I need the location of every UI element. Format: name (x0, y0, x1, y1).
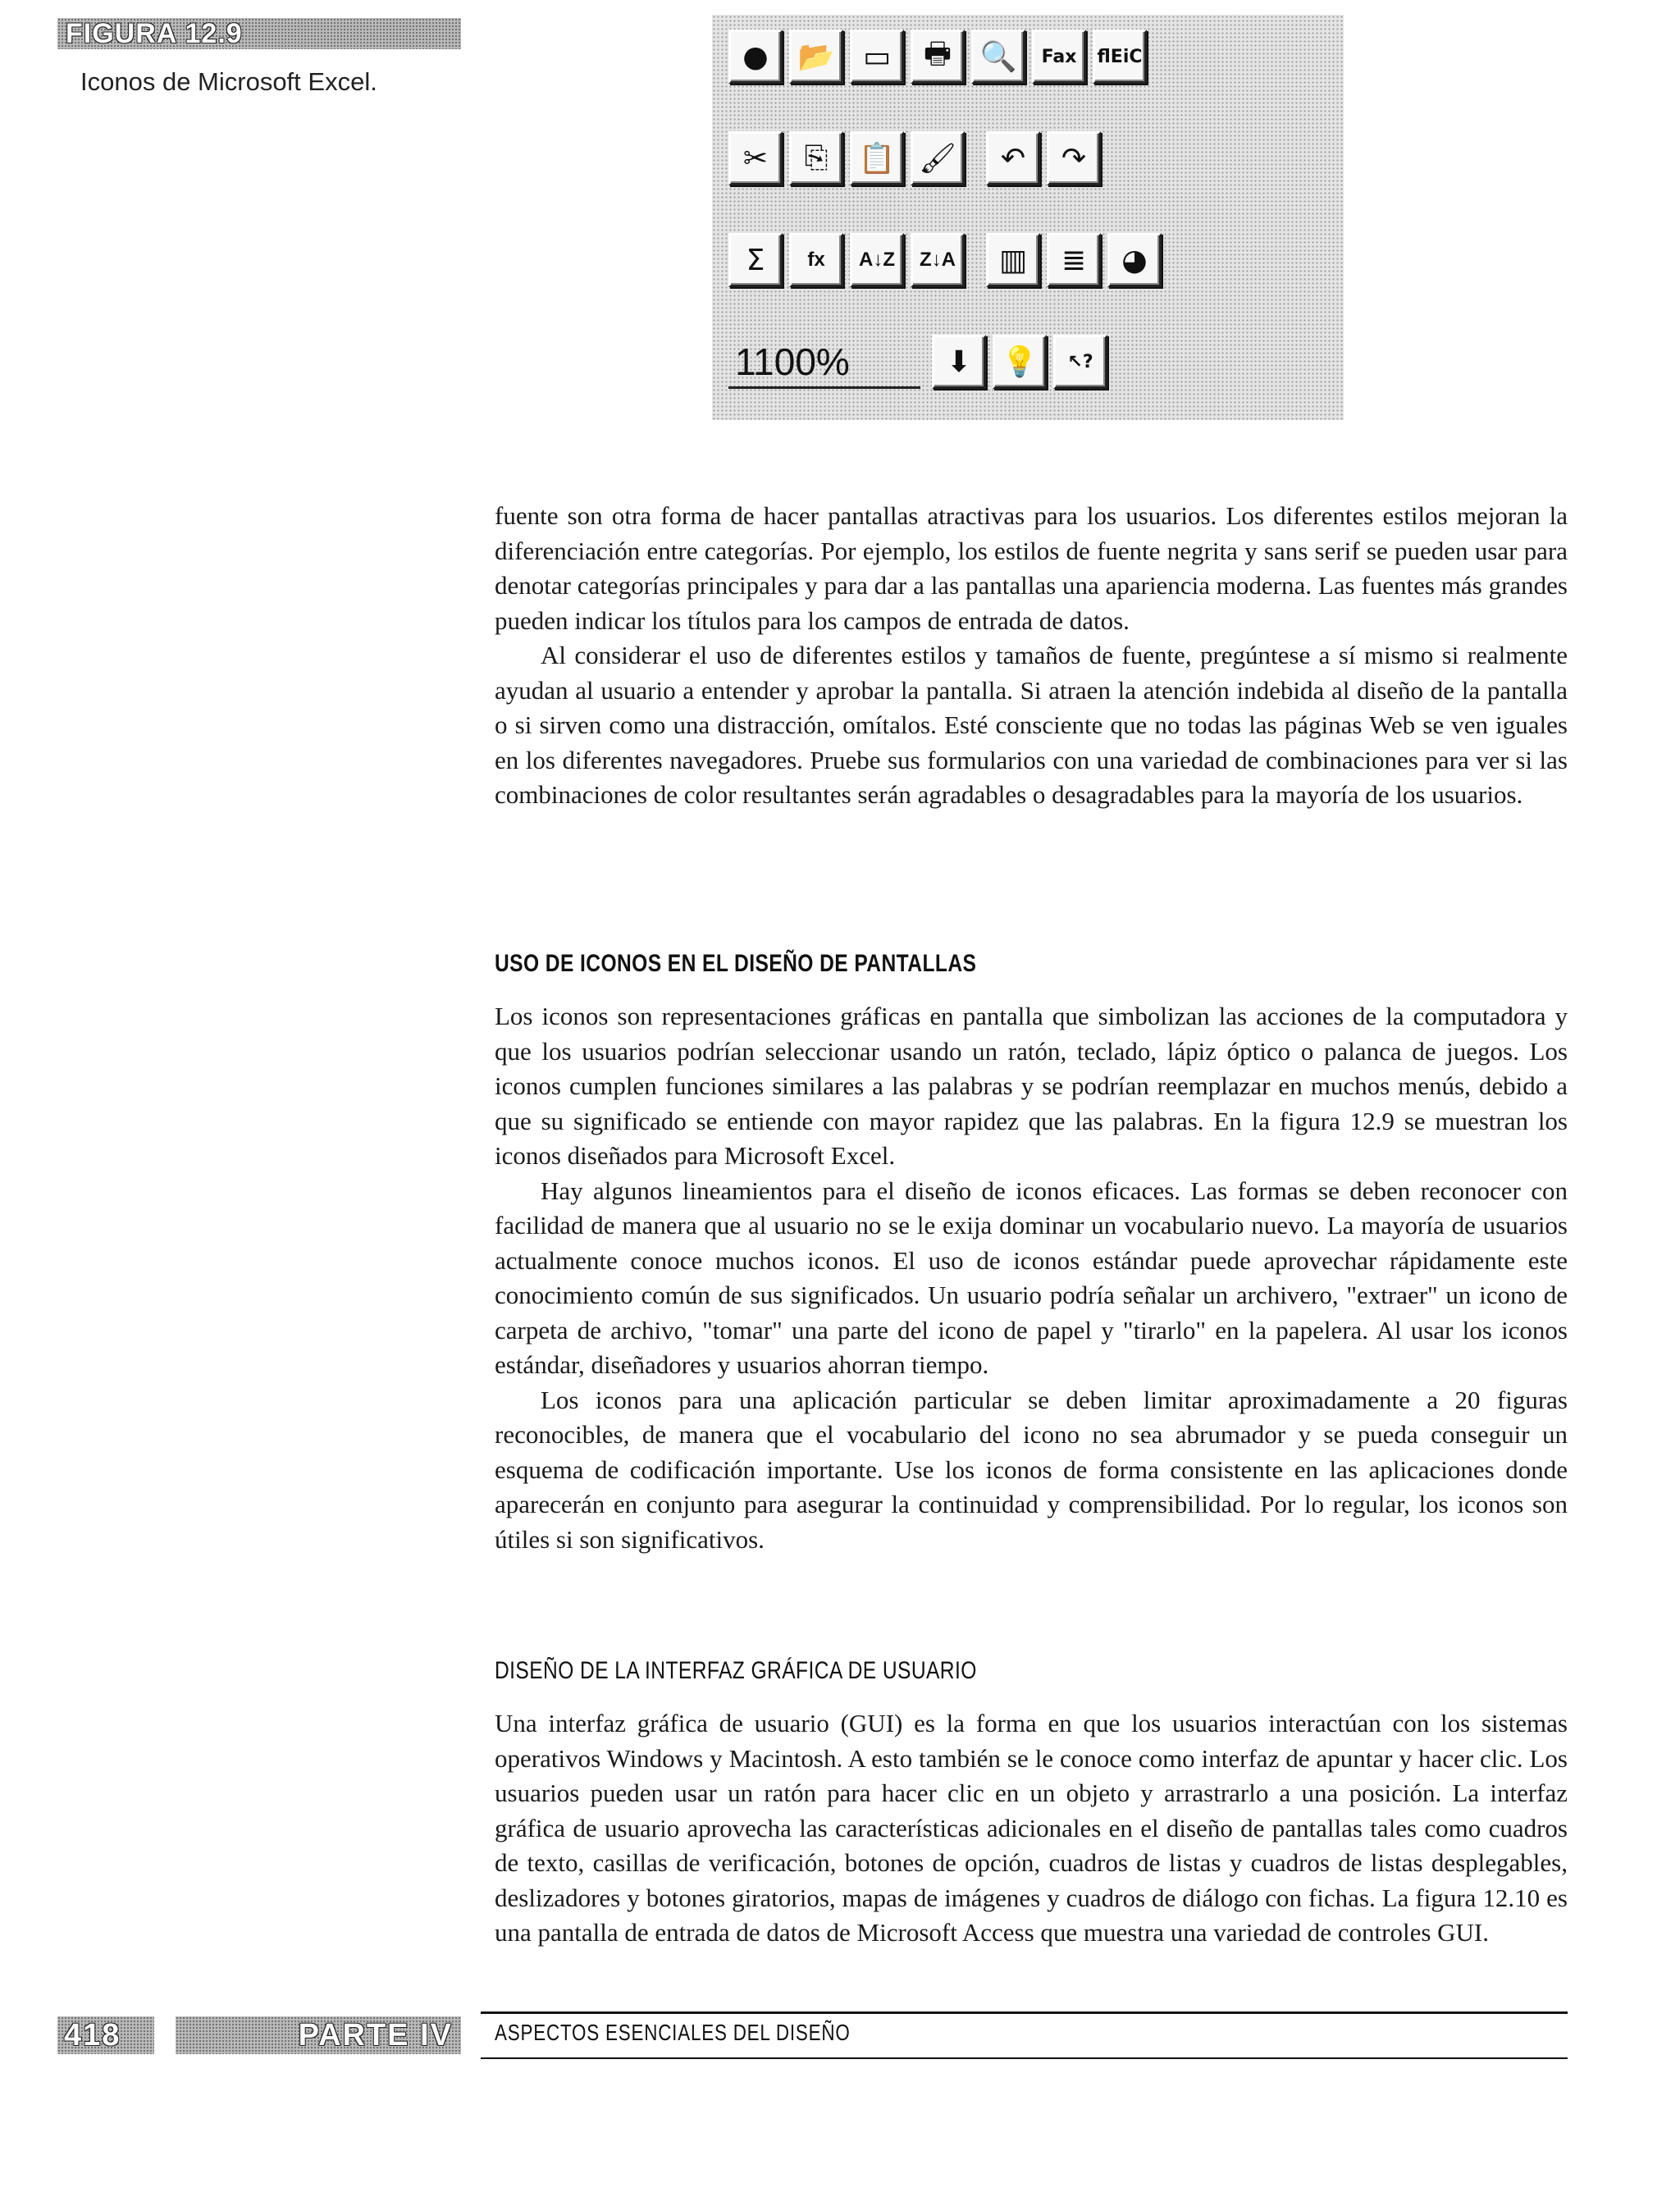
print-icon[interactable]: 🖶 (911, 30, 965, 84)
fax-icon[interactable]: Fax (1032, 30, 1086, 84)
toolbar-row-2 (728, 131, 1107, 185)
footer-part-band (176, 2016, 461, 2054)
zoom-control[interactable]: 1100% (728, 335, 920, 389)
body-section-icons (495, 999, 1568, 1557)
new-icon[interactable]: ● (728, 30, 783, 84)
print-preview-icon[interactable]: 🔍 (971, 30, 1025, 84)
paragraph: Una interfaz gráfica de usuario (GUI) es la forma en que los usuarios interactúan con los sistemas operativos Windows y Macintosh. A esto también se le conoce como interfaz de apuntar y hacer clic. Los usuarios pueden usar un ratón para hacer clic en un objeto y arrastrarlo a una posición. La interfaz gráfica de usuario aprovecha las características adicionales en el diseño de pantallas tales como cuadros de texto, casillas de verificación, botones de opción, cuadros de listas y cuadros de listas desplegables, deslizadores y botones giratorios, mapas de imágenes y cuadros de diálogo con fichas. La figura 12.10 es una pantalla de entrada de datos de Microsoft Access que muestra una variedad de controles GUI. (495, 1709, 1568, 1947)
zoom-dropdown-icon[interactable]: ⬇ (932, 335, 986, 389)
section-heading-gui: DISEÑO DE LA INTERFAZ GRÁFICA DE USUARIO (495, 1657, 977, 1684)
paste-icon[interactable]: 📋 (850, 131, 904, 185)
format-painter-icon[interactable]: 🖌 (911, 131, 965, 185)
paragraph: Los iconos son representaciones gráficas en pantalla que simbolizan las acciones de la computadora y que los usuarios podrían seleccionar usando un ratón, teclado, lápiz óptico o palanca de juegos. Los iconos cumplen funciones similares a las palabras y se podrían reemplazar en muchos menús, debido a que su significado se entiende con mayor rapidez que las palabras. En la figura 12.9 se muestran los iconos diseñados para Microsoft Excel. (495, 1002, 1568, 1170)
footer-rule (481, 2057, 1568, 2059)
figure-label: FIGURA 12.9 (66, 17, 243, 49)
drawing-icon[interactable]: ◕ (1107, 233, 1162, 287)
part-label: PARTE IV (298, 2018, 453, 2052)
undo-icon[interactable]: ↶ (986, 131, 1040, 185)
help-icon[interactable]: ↖? (1053, 335, 1107, 389)
sort-ascending-icon[interactable]: A↓Z (850, 233, 904, 287)
section-heading-icons: USO DE ICONOS EN EL DISEÑO DE PANTALLAS (495, 950, 977, 977)
figure-caption: Iconos de Microsoft Excel. (80, 67, 377, 96)
save-icon[interactable]: ▭ (850, 30, 904, 84)
body-section-fonts (495, 499, 1568, 813)
excel-toolbar-figure (712, 15, 1344, 420)
footer-page-band (57, 2016, 154, 2054)
sort-descending-icon[interactable]: Z↓A (911, 233, 965, 287)
toolbar-row-3 (728, 233, 1168, 287)
paragraph: fuente son otra forma de hacer pantallas atractivas para los usuarios. Los diferentes estilos mejoran la diferenciación entre categorías. Por ejemplo, los estilos de fuente negrita y sans serif se pueden usar para denotar categorías principales y para dar a las pantallas una apariencia moderna. Las fuentes más grandes pueden indicar los títulos para los campos de entrada de datos. (495, 501, 1568, 635)
text-box-icon[interactable]: ≣ (1047, 233, 1101, 287)
open-folder-icon[interactable]: 📂 (789, 30, 843, 84)
toolbar-row-1 (728, 30, 1153, 84)
page-number: 418 (64, 2018, 121, 2052)
chart-wizard-icon[interactable]: ▥ (986, 233, 1040, 287)
toolbar-row-4 (728, 335, 1114, 389)
tipwizard-icon[interactable]: 💡 (993, 335, 1047, 389)
cut-icon[interactable]: ✂ (728, 131, 783, 185)
spelling-icon[interactable]: flEiC (1093, 30, 1147, 84)
autosum-icon[interactable]: Σ (728, 233, 783, 287)
figure-label-band (57, 18, 461, 49)
footer-rule (481, 2011, 1568, 2014)
copy-icon[interactable]: ⎘ (789, 131, 843, 185)
paragraph: Al considerar el uso de diferentes estilos y tamaños de fuente, pregúntese a sí mismo si realmente ayudan al usuario a entender y aprobar la pantalla. Si atraen la atención indebida al diseño de la pantalla o si sirven como una distracción, omítalos. Esté consciente que no todas las páginas Web se ven iguales en los diferentes navegadores. Pruebe sus formularios con una variedad de combinaciones para ver si las combinaciones de color resultantes serán agradables o desagradables para la mayoría de los usuarios. (495, 641, 1568, 809)
running-footer-title: ASPECTOS ESENCIALES DEL DISEÑO (495, 2020, 851, 2045)
paragraph: Los iconos para una aplicación particular se deben limitar aproximadamente a 20 figuras reconocibles, de manera que el vocabulario del icono no sea abrumador y se pueda conseguir un esquema de codificación importante. Use los iconos de forma consistente en las aplicaciones donde aparecerán en conjunto para asegurar la continuidad y comprensibilidad. Por lo regular, los iconos son útiles si son significativos. (495, 1385, 1568, 1554)
redo-icon[interactable]: ↷ (1047, 131, 1101, 185)
paragraph: Hay algunos lineamientos para el diseño de iconos eficaces. Las formas se deben reconocer con facilidad de manera que al usuario no se le exija dominar un vocabulario nuevo. La mayoría de usuarios actualmente conoce muchos iconos. El uso de iconos estándar puede aprovechar rápidamente este conocimiento común de sus significados. Un usuario podría señalar un archivero, "extraer" un icono de carpeta de archivo, "tomar" una parte del icono de papel y "tirarlo" en la papelera. Al usar los iconos estándar, diseñadores y usuarios ahorran tiempo. (495, 1176, 1568, 1379)
function-wizard-icon[interactable]: fx (789, 233, 843, 287)
body-section-gui (495, 1706, 1568, 1951)
